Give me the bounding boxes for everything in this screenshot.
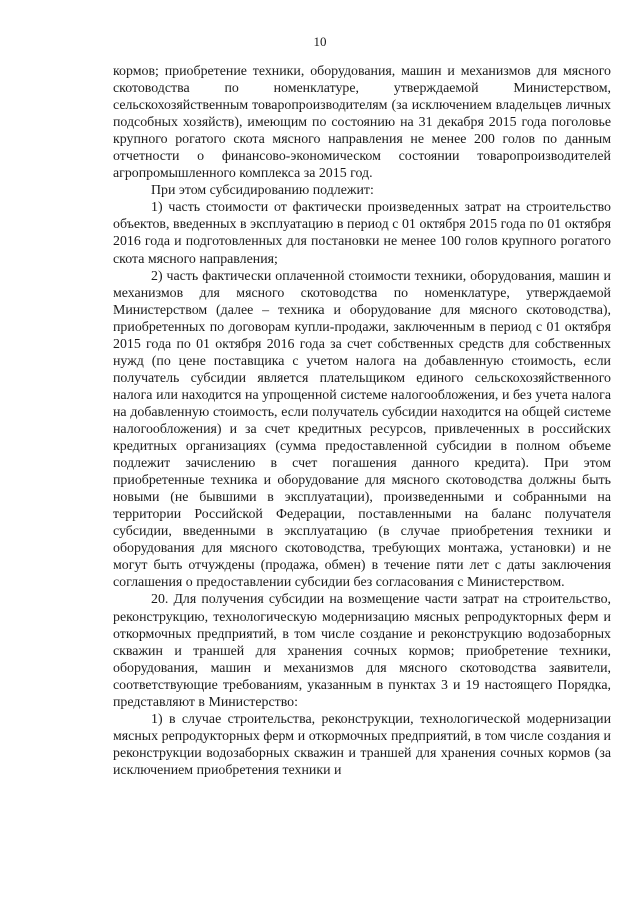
paragraph: 20. Для получения субсидии на возмещение части затрат на строительство, реконструкцию, технологическую модернизацию мясных репродукторных ферм и откормочных предприятий, в том числе создание и реконструкцию водозаборных скважин и траншей для хранения сочных кормов; приобретение техники, оборудования, машин и механизмов для мясного скотоводства заявители, соответствующие требованиям, указанным в пунктах 3 и 19 настоящего Порядка, представляют в Министерство: bbox=[113, 592, 611, 710]
page-number: 10 bbox=[313, 34, 327, 49]
paragraph: 2) часть фактически оплаченной стоимости техники, оборудования, машин и механизмов для мясного скотоводства по номенклатуре, утверждаемой Министерством (далее – техника и оборудование для мясного скотоводства), приобретенных по договорам купли-продажи, заключенным в период с 01 октября 2015 года по 01 октября 2016 года за счет собственных средств для собственных нужд (по цене поставщика с учетом налога на добавленную стоимость, если получатель субсидии является плательщиком единого сельскохозяйственного налога или находится на упрощенной системе налогообложения, и без учета налога на добавленную стоимость, если получатель субсидии находится на общей системе налогообложения) и за счет кредитных ресурсов, привлеченных в российских кредитных организациях (сумма предоставленной субсидии в полном объеме подлежит зачислению в счет погашения данного кредита). При этом приобретенные техника и оборудование для мясного скотоводства должны быть новыми (не бывшими в эксплуатации), произведенными и собранными на территории Российской Федерации, поставленными на баланс получателя субсидии, введенными в эксплуатацию (в случае приобретения техники и оборудования для мясного скотоводства, требующих монтажа, установки) и не могут быть отчуждены (продажа, обмен) в течение пяти лет с даты заключения соглашения о предоставлении субсидии без согласования с Министерством. bbox=[113, 268, 611, 591]
paragraph: При этом субсидированию подлежит: bbox=[151, 183, 374, 199]
paragraph: 1) в случае строительства, реконструкции, технологической модернизации мясных репродукторных ферм и откормочных предприятий, в том числе создания и реконструкции водозаборных скважин и траншей для хранения сочных кормов (за исключением приобретения техники и bbox=[113, 711, 611, 778]
document-body bbox=[113, 63, 611, 779]
paragraph: кормов; приобретение техники, оборудования, машин и механизмов для мясного скотоводства по номенклатуре, утверждаемой Министерством, сельскохозяйственным товаропроизводителям (за исключением владельцев личных подсобных хозяйств), имеющим по состоянию на 31 декабря 2015 года поголовье крупного рогатого скота мясного направления не менее 200 голов по данным отчетности о финансово-экономическом состоянии товаропроизводителей агропромышленного комплекса за 2015 год. bbox=[113, 64, 611, 182]
paragraph: 1) часть стоимости от фактически произведенных затрат на строительство объектов, введенных в эксплуатацию в период с 01 октября 2015 года по 01 октября 2016 года и подготовленных для постановки не менее 100 голов крупного рогатого скота мясного направления; bbox=[113, 200, 611, 267]
